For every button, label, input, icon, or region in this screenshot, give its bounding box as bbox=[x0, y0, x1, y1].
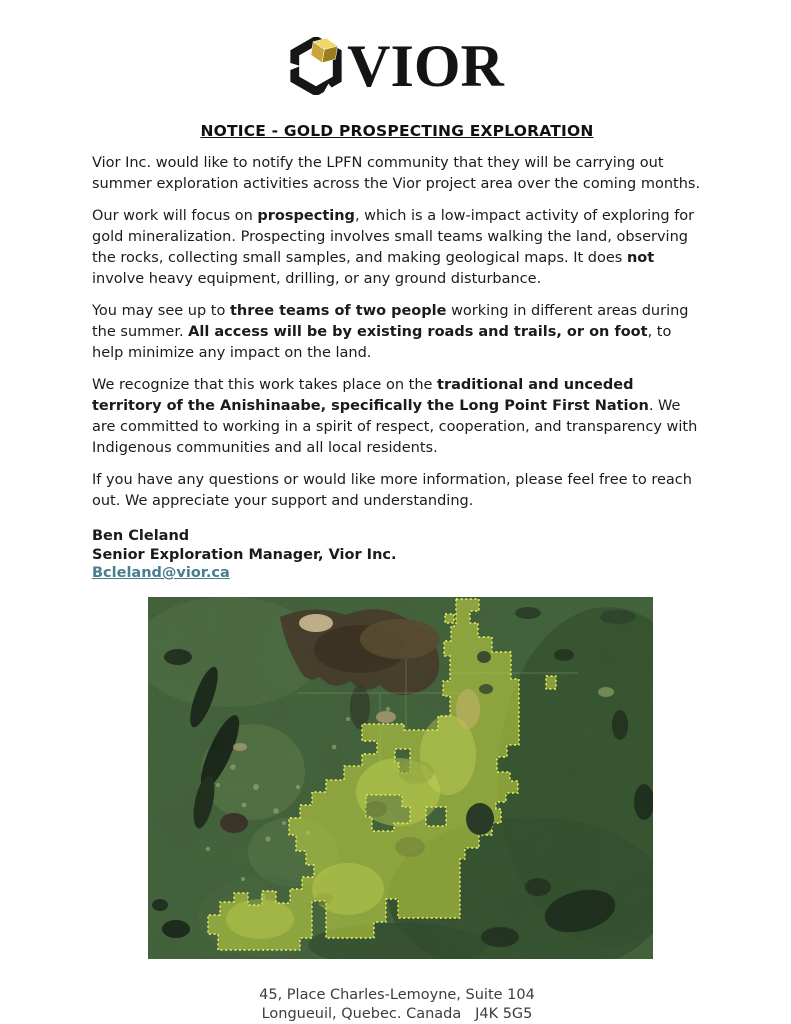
footer-address-line2: Longueuil, Quebec. Canada J4K 5G5 bbox=[261, 1005, 533, 1022]
notice-paragraph: You may see up to three teams of two people working in different areas during the summer. All access will be by existing roads and trails, or on foot, to help minimize any impact on the land. bbox=[92, 303, 689, 361]
footer-address bbox=[92, 986, 702, 1024]
project-area-satellite-map bbox=[148, 597, 653, 959]
vior-logo bbox=[92, 33, 702, 99]
footer-address-line1: 45, Place Charles-Lemoyne, Suite 104 bbox=[259, 986, 535, 1003]
signatory-title: Senior Exploration Manager, Vior Inc. bbox=[92, 546, 397, 563]
notice-paragraph: Our work will focus on prospecting, which is a low-impact activity of exploring for gold mineralization. Prospecting involves small teams walking the land, observing the rocks, collecting small samples, and making geological maps. It does not involve heavy equipment, drilling, or any ground disturbance. bbox=[92, 208, 695, 287]
notice-title: NOTICE - GOLD PROSPECTING EXPLORATION bbox=[200, 122, 594, 140]
terrain-layer bbox=[148, 597, 653, 959]
vior-hexagon-cube-icon bbox=[290, 37, 342, 95]
notice-paragraph: If you have any questions or would like more information, please feel free to reach out. We appreciate your support and understanding. bbox=[92, 472, 692, 509]
email-link[interactable]: Bcleland@vior.ca bbox=[92, 565, 230, 581]
notice-paragraph: Vior Inc. would like to notify the LPFN community that they will be carrying out summer exploration activities across the Vior project area over the coming months. bbox=[92, 155, 701, 192]
signatory-name: Ben Cleland bbox=[92, 528, 190, 544]
notice-body bbox=[92, 153, 705, 512]
signature-block bbox=[92, 527, 702, 583]
vior-logo-text: VIOR bbox=[347, 33, 504, 99]
satellite-map-image bbox=[148, 597, 653, 959]
notice-paragraph: We recognize that this work takes place on the traditional and unceded territory of the Anishinaabe, specifically the Long Point First Nation. We are committed to working in a spirit of respect, cooperation, and transparency with Indigenous communities and all local residents. bbox=[92, 377, 698, 456]
